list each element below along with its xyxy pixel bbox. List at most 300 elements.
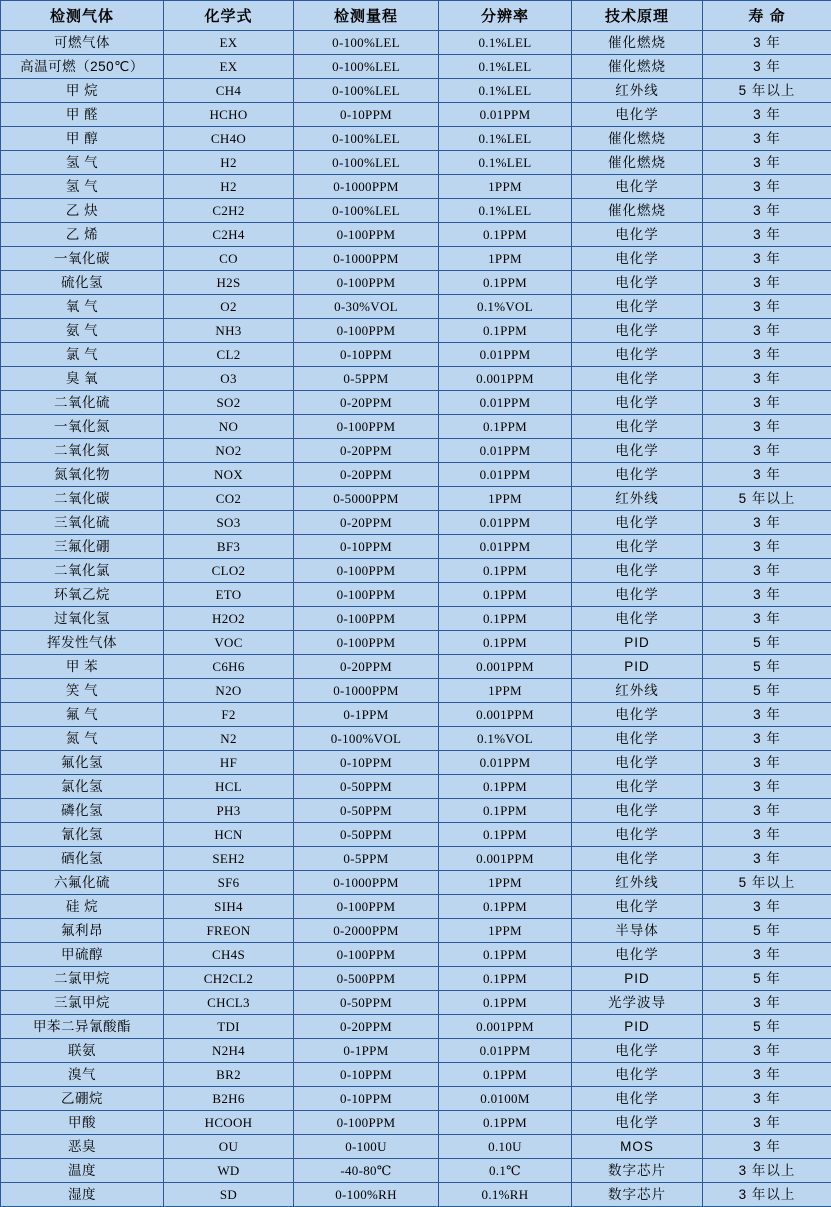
cell-chemical-formula: EX [164, 55, 294, 79]
cell-resolution: 0.1%LEL [439, 127, 572, 151]
table-row [1, 463, 831, 487]
cell-gas-name: 磷化氢 [1, 799, 164, 823]
cell-resolution: 0.1PPM [439, 1111, 572, 1135]
cell-resolution: 0.1PPM [439, 895, 572, 919]
cell-gas-name: 可燃气体 [1, 31, 164, 55]
cell-resolution: 0.1PPM [439, 943, 572, 967]
cell-chemical-formula: TDI [164, 1015, 294, 1039]
cell-gas-name: 二氯甲烷 [1, 967, 164, 991]
table-row [1, 511, 831, 535]
cell-resolution: 0.1PPM [439, 415, 572, 439]
cell-technical-principle: 电化学 [572, 103, 703, 127]
table-row [1, 247, 831, 271]
cell-chemical-formula: CH4S [164, 943, 294, 967]
cell-chemical-formula: SO2 [164, 391, 294, 415]
cell-resolution: 0.1%LEL [439, 79, 572, 103]
table-row [1, 655, 831, 679]
cell-technical-principle: 电化学 [572, 391, 703, 415]
cell-technical-principle: 电化学 [572, 295, 703, 319]
cell-gas-name: 氢 气 [1, 151, 164, 175]
cell-lifetime: 3 年 [703, 271, 831, 295]
cell-chemical-formula: CHCL3 [164, 991, 294, 1015]
cell-detection-range: 0-10PPM [294, 1063, 439, 1087]
cell-gas-name: 乙硼烷 [1, 1087, 164, 1111]
cell-gas-name: 挥发性气体 [1, 631, 164, 655]
table-row [1, 1087, 831, 1111]
cell-lifetime: 3 年 [703, 391, 831, 415]
cell-chemical-formula: SEH2 [164, 847, 294, 871]
cell-chemical-formula: CH2CL2 [164, 967, 294, 991]
cell-resolution: 0.1PPM [439, 607, 572, 631]
table-row [1, 775, 831, 799]
cell-gas-name: 一氧化氮 [1, 415, 164, 439]
cell-detection-range: 0-100%LEL [294, 79, 439, 103]
cell-detection-range: 0-1PPM [294, 703, 439, 727]
cell-gas-name: 氟化氢 [1, 751, 164, 775]
cell-technical-principle: 数字芯片 [572, 1159, 703, 1183]
column-header-resolution: 分辨率 [439, 1, 572, 31]
table-row [1, 127, 831, 151]
cell-technical-principle: PID [572, 1015, 703, 1039]
cell-technical-principle: 催化燃烧 [572, 151, 703, 175]
table-row [1, 1183, 831, 1207]
table-row [1, 319, 831, 343]
cell-gas-name: 氯 气 [1, 343, 164, 367]
cell-lifetime: 3 年 [703, 1135, 831, 1159]
header-row [1, 1, 831, 31]
cell-technical-principle: PID [572, 967, 703, 991]
cell-detection-range: 0-100PPM [294, 631, 439, 655]
cell-lifetime: 3 年 [703, 463, 831, 487]
cell-gas-name: 二氧化碳 [1, 487, 164, 511]
cell-technical-principle: MOS [572, 1135, 703, 1159]
cell-lifetime: 3 年 [703, 439, 831, 463]
cell-gas-name: 二氧化硫 [1, 391, 164, 415]
cell-chemical-formula: H2O2 [164, 607, 294, 631]
cell-gas-name: 氟 气 [1, 703, 164, 727]
cell-resolution: 1PPM [439, 487, 572, 511]
cell-technical-principle: 电化学 [572, 511, 703, 535]
cell-resolution: 0.1PPM [439, 967, 572, 991]
cell-detection-range: 0-100%LEL [294, 31, 439, 55]
cell-chemical-formula: B2H6 [164, 1087, 294, 1111]
table-row [1, 559, 831, 583]
cell-detection-range: 0-100%LEL [294, 55, 439, 79]
cell-gas-name: 硒化氢 [1, 847, 164, 871]
cell-resolution: 0.1PPM [439, 631, 572, 655]
cell-chemical-formula: F2 [164, 703, 294, 727]
cell-lifetime: 5 年 [703, 679, 831, 703]
table-row [1, 991, 831, 1015]
table-row [1, 55, 831, 79]
cell-gas-name: 三氯甲烷 [1, 991, 164, 1015]
cell-resolution: 0.1PPM [439, 991, 572, 1015]
cell-gas-name: 氯化氢 [1, 775, 164, 799]
cell-detection-range: 0-20PPM [294, 511, 439, 535]
cell-gas-name: 乙 烯 [1, 223, 164, 247]
cell-technical-principle: 电化学 [572, 823, 703, 847]
cell-gas-name: 甲 苯 [1, 655, 164, 679]
cell-lifetime: 3 年 [703, 991, 831, 1015]
cell-detection-range: 0-100%LEL [294, 127, 439, 151]
cell-technical-principle: 半导体 [572, 919, 703, 943]
cell-technical-principle: 红外线 [572, 79, 703, 103]
cell-technical-principle: 电化学 [572, 559, 703, 583]
table-header [1, 1, 831, 31]
cell-lifetime: 3 年 [703, 367, 831, 391]
cell-chemical-formula: O3 [164, 367, 294, 391]
cell-technical-principle: 光学波导 [572, 991, 703, 1015]
cell-resolution: 0.1PPM [439, 223, 572, 247]
cell-chemical-formula: SF6 [164, 871, 294, 895]
cell-detection-range: 0-1000PPM [294, 679, 439, 703]
cell-resolution: 0.01PPM [439, 1039, 572, 1063]
cell-resolution: 0.1%RH [439, 1183, 572, 1207]
cell-lifetime: 3 年 [703, 1039, 831, 1063]
cell-detection-range: 0-100PPM [294, 415, 439, 439]
cell-resolution: 0.001PPM [439, 847, 572, 871]
table-row [1, 31, 831, 55]
cell-chemical-formula: HCOOH [164, 1111, 294, 1135]
cell-technical-principle: 数字芯片 [572, 1183, 703, 1207]
cell-chemical-formula: H2 [164, 151, 294, 175]
cell-chemical-formula: C2H4 [164, 223, 294, 247]
cell-chemical-formula: BR2 [164, 1063, 294, 1087]
cell-resolution: 1PPM [439, 175, 572, 199]
cell-chemical-formula: VOC [164, 631, 294, 655]
cell-chemical-formula: C2H2 [164, 199, 294, 223]
cell-chemical-formula: HCL [164, 775, 294, 799]
table-row [1, 751, 831, 775]
cell-gas-name: 联氨 [1, 1039, 164, 1063]
cell-resolution: 0.10U [439, 1135, 572, 1159]
cell-technical-principle: PID [572, 655, 703, 679]
cell-gas-name: 氰化氢 [1, 823, 164, 847]
cell-lifetime: 3 年 [703, 31, 831, 55]
cell-detection-range: 0-20PPM [294, 439, 439, 463]
cell-gas-name: 六氟化硫 [1, 871, 164, 895]
cell-lifetime: 3 年 [703, 295, 831, 319]
cell-gas-name: 甲苯二异氰酸酯 [1, 1015, 164, 1039]
cell-detection-range: 0-10PPM [294, 1087, 439, 1111]
cell-technical-principle: 电化学 [572, 1039, 703, 1063]
cell-technical-principle: 电化学 [572, 607, 703, 631]
cell-gas-name: 恶臭 [1, 1135, 164, 1159]
cell-detection-range: 0-100PPM [294, 223, 439, 247]
cell-resolution: 0.01PPM [439, 103, 572, 127]
cell-chemical-formula: N2 [164, 727, 294, 751]
cell-resolution: 1PPM [439, 247, 572, 271]
cell-technical-principle: 红外线 [572, 679, 703, 703]
cell-detection-range: 0-20PPM [294, 463, 439, 487]
table-row [1, 1135, 831, 1159]
cell-lifetime: 3 年 [703, 799, 831, 823]
cell-technical-principle: 电化学 [572, 175, 703, 199]
cell-resolution: 0.0100M [439, 1087, 572, 1111]
cell-gas-name: 三氧化硫 [1, 511, 164, 535]
table-row [1, 1015, 831, 1039]
cell-technical-principle: 电化学 [572, 895, 703, 919]
cell-gas-name: 氧 气 [1, 295, 164, 319]
cell-technical-principle: 电化学 [572, 943, 703, 967]
cell-technical-principle: 电化学 [572, 583, 703, 607]
table-row [1, 439, 831, 463]
cell-lifetime: 3 年 [703, 511, 831, 535]
cell-lifetime: 3 年 [703, 847, 831, 871]
cell-chemical-formula: OU [164, 1135, 294, 1159]
table-row [1, 583, 831, 607]
cell-resolution: 0.001PPM [439, 1015, 572, 1039]
cell-detection-range: 0-100U [294, 1135, 439, 1159]
cell-technical-principle: 电化学 [572, 271, 703, 295]
cell-lifetime: 3 年以上 [703, 1159, 831, 1183]
cell-detection-range: 0-100%VOL [294, 727, 439, 751]
cell-gas-name: 甲酸 [1, 1111, 164, 1135]
cell-gas-name: 甲 烷 [1, 79, 164, 103]
table-row [1, 679, 831, 703]
cell-chemical-formula: N2H4 [164, 1039, 294, 1063]
cell-chemical-formula: H2 [164, 175, 294, 199]
table-row [1, 895, 831, 919]
table-row [1, 391, 831, 415]
table-row [1, 487, 831, 511]
cell-resolution: 0.01PPM [439, 535, 572, 559]
cell-resolution: 0.1%VOL [439, 727, 572, 751]
cell-technical-principle: 电化学 [572, 343, 703, 367]
cell-resolution: 0.1%LEL [439, 55, 572, 79]
cell-lifetime: 5 年以上 [703, 79, 831, 103]
cell-technical-principle: 电化学 [572, 1111, 703, 1135]
cell-lifetime: 5 年 [703, 967, 831, 991]
cell-gas-name: 硫化氢 [1, 271, 164, 295]
cell-gas-name: 甲 醛 [1, 103, 164, 127]
cell-technical-principle: 电化学 [572, 703, 703, 727]
cell-technical-principle: 电化学 [572, 463, 703, 487]
cell-lifetime: 3 年 [703, 127, 831, 151]
cell-gas-name: 氮氧化物 [1, 463, 164, 487]
cell-resolution: 0.1PPM [439, 583, 572, 607]
cell-detection-range: 0-100PPM [294, 895, 439, 919]
cell-lifetime: 3 年 [703, 943, 831, 967]
cell-technical-principle: 电化学 [572, 319, 703, 343]
cell-technical-principle: 电化学 [572, 415, 703, 439]
cell-lifetime: 3 年 [703, 751, 831, 775]
cell-detection-range: 0-50PPM [294, 775, 439, 799]
cell-gas-name: 硅 烷 [1, 895, 164, 919]
cell-chemical-formula: H2S [164, 271, 294, 295]
table-row [1, 271, 831, 295]
cell-detection-range: 0-100PPM [294, 943, 439, 967]
cell-chemical-formula: CH4 [164, 79, 294, 103]
table-row [1, 1111, 831, 1135]
cell-resolution: 0.1%LEL [439, 199, 572, 223]
cell-technical-principle: 电化学 [572, 799, 703, 823]
cell-chemical-formula: NO [164, 415, 294, 439]
cell-gas-name: 氮 气 [1, 727, 164, 751]
cell-chemical-formula: SIH4 [164, 895, 294, 919]
table-row [1, 79, 831, 103]
cell-detection-range: 0-100PPM [294, 607, 439, 631]
cell-lifetime: 3 年 [703, 727, 831, 751]
cell-gas-name: 臭 氧 [1, 367, 164, 391]
cell-gas-name: 高温可燃（250℃） [1, 55, 164, 79]
cell-detection-range: 0-1000PPM [294, 175, 439, 199]
table-row [1, 823, 831, 847]
cell-resolution: 0.01PPM [439, 751, 572, 775]
table-row [1, 223, 831, 247]
column-header-principle: 技术原理 [572, 1, 703, 31]
cell-resolution: 1PPM [439, 871, 572, 895]
cell-chemical-formula: FREON [164, 919, 294, 943]
table-row [1, 631, 831, 655]
cell-detection-range: 0-10PPM [294, 535, 439, 559]
cell-technical-principle: 电化学 [572, 367, 703, 391]
cell-chemical-formula: PH3 [164, 799, 294, 823]
column-header-gas: 检测气体 [1, 1, 164, 31]
cell-chemical-formula: SD [164, 1183, 294, 1207]
cell-detection-range: 0-100%LEL [294, 151, 439, 175]
cell-chemical-formula: CO [164, 247, 294, 271]
cell-gas-name: 甲硫醇 [1, 943, 164, 967]
cell-lifetime: 3 年 [703, 895, 831, 919]
cell-lifetime: 3 年 [703, 247, 831, 271]
table-row [1, 607, 831, 631]
table-row [1, 1039, 831, 1063]
cell-chemical-formula: SO3 [164, 511, 294, 535]
cell-detection-range: 0-50PPM [294, 991, 439, 1015]
cell-gas-name: 氢 气 [1, 175, 164, 199]
cell-gas-name: 溴气 [1, 1063, 164, 1087]
cell-lifetime: 3 年 [703, 103, 831, 127]
cell-gas-name: 氨 气 [1, 319, 164, 343]
cell-lifetime: 3 年 [703, 583, 831, 607]
cell-resolution: 0.1PPM [439, 1063, 572, 1087]
cell-lifetime: 3 年 [703, 55, 831, 79]
cell-detection-range: 0-20PPM [294, 655, 439, 679]
cell-detection-range: -40-80℃ [294, 1159, 439, 1183]
cell-gas-name: 环氧乙烷 [1, 583, 164, 607]
cell-lifetime: 3 年 [703, 607, 831, 631]
cell-detection-range: 0-100PPM [294, 1111, 439, 1135]
cell-resolution: 0.1℃ [439, 1159, 572, 1183]
cell-detection-range: 0-1000PPM [294, 247, 439, 271]
cell-detection-range: 0-20PPM [294, 1015, 439, 1039]
cell-lifetime: 3 年以上 [703, 1183, 831, 1207]
cell-detection-range: 0-100%LEL [294, 199, 439, 223]
cell-lifetime: 3 年 [703, 535, 831, 559]
cell-technical-principle: 电化学 [572, 847, 703, 871]
column-header-range: 检测量程 [294, 1, 439, 31]
cell-resolution: 0.1%VOL [439, 295, 572, 319]
cell-technical-principle: 电化学 [572, 1087, 703, 1111]
cell-resolution: 0.001PPM [439, 367, 572, 391]
cell-resolution: 0.1%LEL [439, 31, 572, 55]
cell-chemical-formula: BF3 [164, 535, 294, 559]
cell-resolution: 0.1PPM [439, 823, 572, 847]
cell-resolution: 0.01PPM [439, 391, 572, 415]
cell-detection-range: 0-100PPM [294, 319, 439, 343]
cell-resolution: 0.1PPM [439, 319, 572, 343]
cell-gas-name: 温度 [1, 1159, 164, 1183]
cell-chemical-formula: NO2 [164, 439, 294, 463]
cell-lifetime: 5 年以上 [703, 871, 831, 895]
cell-detection-range: 0-50PPM [294, 823, 439, 847]
cell-lifetime: 3 年 [703, 343, 831, 367]
cell-chemical-formula: ETO [164, 583, 294, 607]
cell-gas-name: 笑 气 [1, 679, 164, 703]
table-row [1, 343, 831, 367]
cell-lifetime: 3 年 [703, 1063, 831, 1087]
cell-detection-range: 0-5PPM [294, 847, 439, 871]
column-header-lifetime: 寿 命 [703, 1, 831, 31]
cell-detection-range: 0-5000PPM [294, 487, 439, 511]
cell-technical-principle: 电化学 [572, 439, 703, 463]
table-row [1, 367, 831, 391]
cell-technical-principle: 电化学 [572, 535, 703, 559]
cell-lifetime: 5 年 [703, 919, 831, 943]
table-row [1, 871, 831, 895]
cell-chemical-formula: HCN [164, 823, 294, 847]
table-row [1, 103, 831, 127]
cell-lifetime: 3 年 [703, 1087, 831, 1111]
cell-lifetime: 3 年 [703, 151, 831, 175]
cell-chemical-formula: CL2 [164, 343, 294, 367]
cell-gas-name: 湿度 [1, 1183, 164, 1207]
cell-lifetime: 5 年 [703, 1015, 831, 1039]
table-row [1, 295, 831, 319]
cell-detection-range: 0-10PPM [294, 343, 439, 367]
cell-gas-name: 过氧化氢 [1, 607, 164, 631]
cell-detection-range: 0-1PPM [294, 1039, 439, 1063]
cell-technical-principle: 催化燃烧 [572, 199, 703, 223]
cell-chemical-formula: CH4O [164, 127, 294, 151]
cell-lifetime: 3 年 [703, 1111, 831, 1135]
table-row [1, 535, 831, 559]
cell-technical-principle: 催化燃烧 [572, 127, 703, 151]
cell-lifetime: 3 年 [703, 415, 831, 439]
table-row [1, 919, 831, 943]
cell-lifetime: 5 年 [703, 655, 831, 679]
cell-lifetime: 3 年 [703, 559, 831, 583]
table-row [1, 727, 831, 751]
cell-chemical-formula: CO2 [164, 487, 294, 511]
cell-chemical-formula: EX [164, 31, 294, 55]
cell-technical-principle: 电化学 [572, 751, 703, 775]
table-row [1, 943, 831, 967]
cell-detection-range: 0-10PPM [294, 751, 439, 775]
cell-technical-principle: 电化学 [572, 727, 703, 751]
cell-technical-principle: 电化学 [572, 775, 703, 799]
table-body [1, 31, 831, 1207]
cell-resolution: 0.01PPM [439, 343, 572, 367]
cell-chemical-formula: O2 [164, 295, 294, 319]
table-row [1, 415, 831, 439]
cell-gas-name: 氟利昂 [1, 919, 164, 943]
cell-resolution: 0.1PPM [439, 559, 572, 583]
cell-lifetime: 3 年 [703, 199, 831, 223]
cell-detection-range: 0-100PPM [294, 583, 439, 607]
cell-technical-principle: 红外线 [572, 871, 703, 895]
cell-gas-name: 乙 炔 [1, 199, 164, 223]
table-row [1, 703, 831, 727]
cell-lifetime: 3 年 [703, 823, 831, 847]
cell-resolution: 0.01PPM [439, 511, 572, 535]
cell-lifetime: 3 年 [703, 775, 831, 799]
cell-chemical-formula: HF [164, 751, 294, 775]
cell-chemical-formula: N2O [164, 679, 294, 703]
cell-detection-range: 0-1000PPM [294, 871, 439, 895]
cell-detection-range: 0-10PPM [294, 103, 439, 127]
